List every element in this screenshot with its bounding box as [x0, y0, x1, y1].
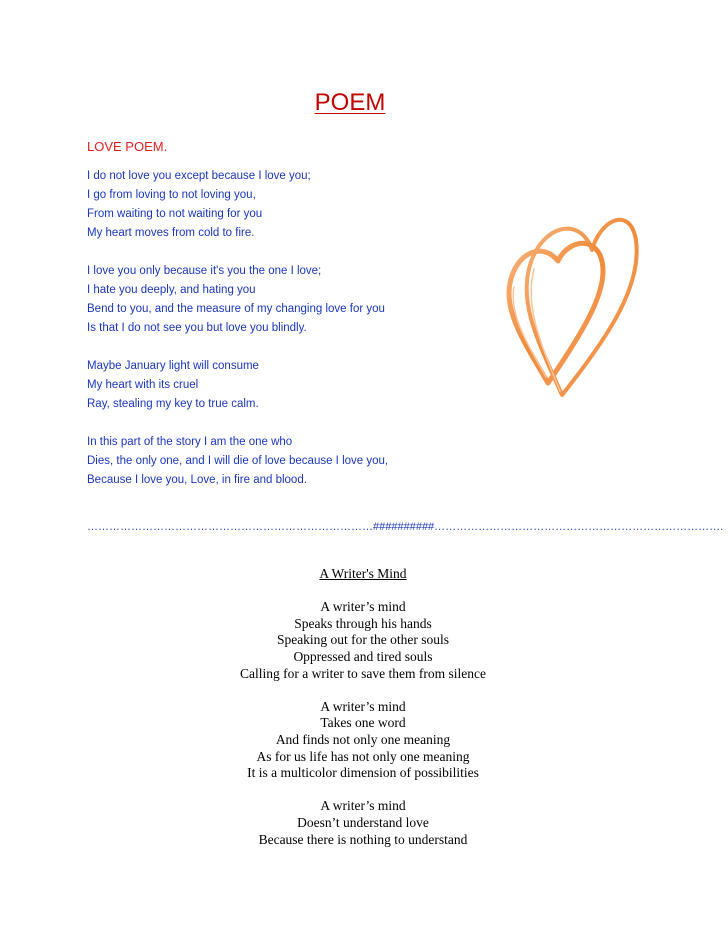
writer-line: Takes one word — [320, 715, 406, 731]
writer-line: Because there is nothing to understand — [258, 831, 468, 847]
poem-line: Is that I do not see you but love you blindly. — [87, 322, 307, 334]
poem-line: I love you only because it's you the one I love; — [87, 265, 322, 277]
poem-line: Because I love you, Love, in fire and blood. — [87, 474, 307, 486]
writer-line: Oppressed and tired souls — [293, 648, 433, 664]
writer-line: And finds not only one meaning — [275, 731, 451, 747]
writer-stanza — [185, 798, 541, 848]
writer-poem-title: A Writer's Mind — [319, 566, 407, 581]
heart-back-icon — [527, 220, 637, 395]
poem-line: I do not love you except because I love you; — [87, 170, 311, 182]
poem-stanza — [87, 167, 527, 243]
writer-line: It is a multicolor dimension of possibilities — [247, 765, 479, 781]
poem-line: From waiting to not waiting for you — [87, 208, 263, 220]
writer-line: A writer’s mind — [320, 798, 406, 814]
writer-line: As for us life has not only one meaning — [256, 748, 470, 764]
writer-line: A writer’s mind — [320, 698, 406, 714]
poem-line: Maybe January light will consume — [87, 360, 259, 372]
poem-line: Bend to you, and the measure of my changing love for you — [87, 303, 385, 315]
poem-stanza — [87, 433, 527, 490]
poem-line: I hate you deeply, and hating you — [87, 284, 256, 296]
poem-line: My heart moves from cold to fire. — [87, 227, 255, 239]
writer-line: Doesn’t understand love — [297, 814, 429, 830]
poem-line: Ray, stealing my key to true calm. — [87, 398, 259, 410]
writer-stanza — [185, 699, 541, 782]
page-title-text: POEM — [314, 89, 386, 116]
two-hearts-icon — [500, 195, 640, 400]
writer-line: A writer’s mind — [320, 599, 406, 615]
poem-stanza — [87, 357, 527, 414]
writer-line: Calling for a writer to save them from silence — [240, 665, 486, 681]
poem-stanza — [87, 262, 527, 338]
poem-line: My heart with its cruel — [87, 379, 199, 391]
writer-line: Speaks through his hands — [294, 615, 432, 631]
writer-stanza — [185, 599, 541, 682]
poem-subtitle: LOVE POEM. — [87, 139, 168, 154]
writer-line: Speaking out for the other souls — [276, 632, 450, 648]
writers-mind-poem — [185, 566, 541, 865]
love-poem — [87, 167, 527, 509]
page-title — [0, 88, 684, 118]
poem-line: In this part of the story I am the one who — [87, 436, 293, 448]
poem-line: I go from loving to not loving you, — [87, 189, 256, 201]
poem-line: Dies, the only one, and I will die of love because I love you, — [87, 455, 389, 467]
section-separator: ……………………………………………………………………##########……………………………………………………………………. — [87, 521, 724, 533]
